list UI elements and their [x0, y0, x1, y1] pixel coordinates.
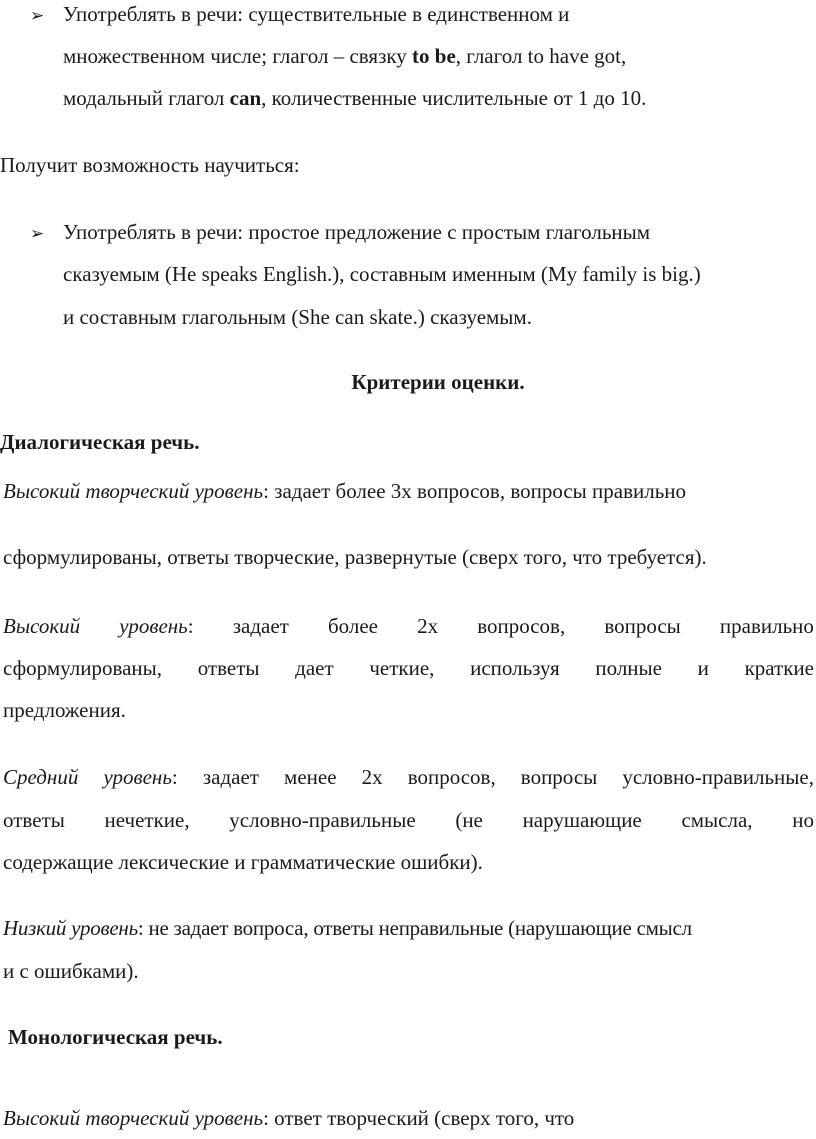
word: : [187, 614, 194, 638]
bullet1-line3-text-end: , количественные числительные от 1 до 10. [261, 86, 647, 110]
dialogue-medium-label2: уровень [103, 765, 172, 789]
word: менее [284, 765, 337, 789]
word: но [792, 808, 814, 832]
word: нечеткие, [104, 808, 190, 832]
dialogue-medium-label-group2 [103, 767, 177, 788]
monologue-high-creative-line1 [3, 1108, 574, 1129]
word: ответы [3, 808, 65, 832]
bullet1-line2-text-end: , глагол to have got, [455, 44, 627, 68]
arrowhead-bullet-icon: ➢ [30, 224, 45, 244]
word: вопросов, [477, 614, 566, 638]
word: краткие [744, 656, 814, 680]
bullet1-line2-text: множественном числе; глагол – связку [63, 44, 413, 68]
dialogue-high-creative-label: Высокий творческий уровень [3, 479, 264, 503]
dialogue-medium-label-group [3, 767, 78, 788]
word: правильно [719, 614, 814, 638]
arrowhead-bullet-icon: ➢ [30, 6, 45, 26]
word: нарушающие [522, 808, 642, 832]
word: полные [595, 656, 662, 680]
dialogue-heading: Диалогическая речь. [0, 430, 200, 454]
word: 2х [361, 765, 383, 789]
word: вопросов, [407, 765, 496, 789]
bullet1-line3-bold: can [229, 86, 262, 110]
dialogue-medium-line2 [3, 810, 814, 831]
word: : [171, 765, 178, 789]
word: условно-правильные, [622, 765, 814, 789]
dialogue-medium-label: Средний [3, 765, 79, 789]
word: сформулированы, [3, 656, 163, 680]
bullet1-line2 [63, 46, 626, 67]
word: дает [295, 656, 334, 680]
monologue-high-creative-label: Высокий творческий уровень [3, 1106, 264, 1130]
dialogue-medium-line1 [3, 767, 814, 788]
dialogue-high-label-group [3, 616, 80, 637]
word: задает [202, 765, 259, 789]
word: более [327, 614, 378, 638]
dialogue-high-line1 [3, 616, 814, 637]
dialogue-low-line2: и с ошибками). [3, 959, 139, 983]
word: (не [455, 808, 483, 832]
bullet1-line3-text: модальный глагол [63, 86, 230, 110]
dialogue-high-creative-line1 [3, 481, 686, 502]
dialogue-medium-line3: содержащие лексические и грамматические ошибки). [3, 850, 483, 874]
dialogue-low-label: Низкий уровень [3, 916, 138, 940]
word: условно-правильные [229, 808, 416, 832]
bullet2-line3: и составным глагольным (She can skate.) сказуемым. [63, 305, 532, 329]
dialogue-high-label2: уровень [119, 614, 188, 638]
word: смысла, [681, 808, 753, 832]
bullet1-line2-bold: to be [412, 44, 456, 68]
bullet1-line3 [63, 88, 646, 109]
opportunity-heading: Получит возможность научиться: [0, 153, 300, 177]
dialogue-high-line3: предложения. [3, 698, 126, 722]
monologue-high-creative-text: : ответ творческий (сверх того, что [263, 1106, 575, 1130]
word: вопросы [604, 614, 681, 638]
word: вопросы [520, 765, 598, 789]
dialogue-high-line2 [3, 658, 814, 679]
bullet1-line1: Употреблять в речи: существительные в единственном и [63, 2, 570, 26]
word: ответы [197, 656, 260, 680]
word: 2х [417, 614, 439, 638]
word: используя [470, 656, 560, 680]
dialogue-low-text: : не задает вопроса, ответы неправильные (нарушающие смысл [137, 916, 692, 940]
dialogue-high-label-group2 [119, 616, 193, 637]
bullet2-line2: сказуемым (He speaks English.), составным именным (My family is big.) [63, 262, 701, 286]
monologue-heading: Монологическая речь. [8, 1025, 223, 1049]
word: и [697, 656, 709, 680]
dialogue-low-line1 [3, 918, 692, 939]
word: четкие, [369, 656, 435, 680]
word: задает [232, 614, 289, 638]
dialogue-high-label: Высокий [3, 614, 81, 638]
dialogue-high-creative-text: : задает более 3х вопросов, вопросы правильно [263, 479, 687, 503]
dialogue-high-creative-line2: сформулированы, ответы творческие, развернутые (сверх того, что требуется). [3, 545, 707, 569]
bullet2-line1: Употреблять в речи: простое предложение с простым глагольным [63, 220, 651, 244]
criteria-title: Критерии оценки. [351, 370, 525, 394]
